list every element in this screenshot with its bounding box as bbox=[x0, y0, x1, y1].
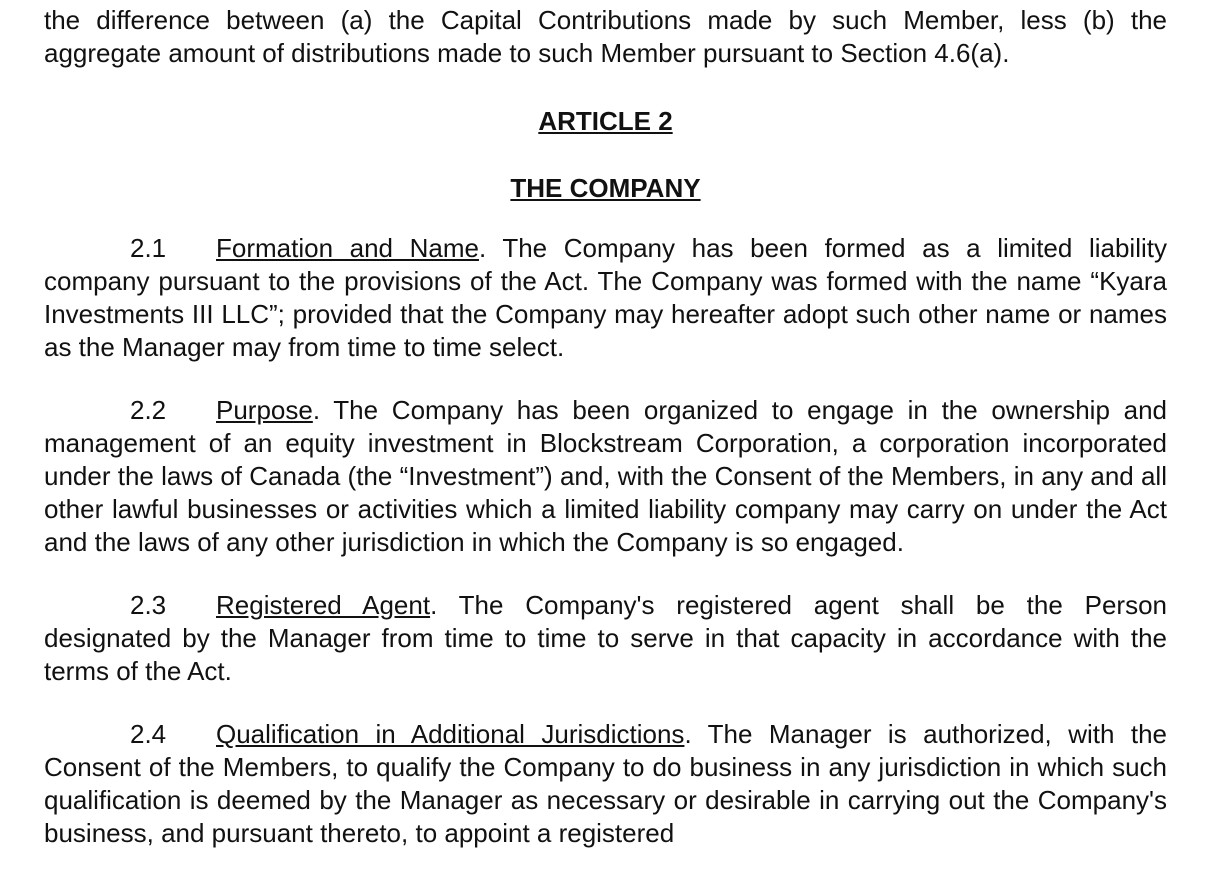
intro-paragraph: the difference between (a) the Capital Contributions made by such Member, less (b) the aggregate amount of distributions made to such Member pursuant to Section 4.6(a). bbox=[44, 5, 1167, 68]
section-number: 2.1 bbox=[130, 233, 167, 263]
section-body: . The Company has been organized to engage in the ownership and management of an equity investment in Blockstream Corporation, a corporation incorporated under the laws of Canada (the “Investment”) and, with the Consent of the Members, in any and all other lawful businesses or activities which a limited liability company may carry on under the Act and the laws of any other jurisdiction in which the Company is so engaged. bbox=[44, 395, 1167, 557]
section-body: . The Manager is authorized, with the Consent of the Members, to qualify the Company to do business in any jurisdiction in which such qualification is deemed by the Manager as necessary or desirable in carrying out the Company's business, and pursuant thereto, to appoint a registered bbox=[44, 719, 1168, 848]
section-body: . The Company's registered agent shall be the Person designated by the Manager from time to time to serve in that capacity in accordance with the terms of the Act. bbox=[44, 590, 1167, 686]
section-body: . The Company has been formed as a limited liability company pursuant to the provisions of the Act. The Company was formed with the name “Kyara Investments III LLC”; provided that the Company may hereafter adopt such other name or names as the Manager may from time to time select. bbox=[44, 233, 1167, 362]
section-title: Qualification in Additional Jurisdictions bbox=[216, 719, 685, 749]
section-title: Registered Agent bbox=[216, 590, 431, 620]
section-2-4 bbox=[44, 718, 1167, 850]
article-title-heading: THE COMPANY bbox=[510, 173, 701, 203]
section-title: Purpose bbox=[216, 395, 313, 425]
section-2-3 bbox=[44, 589, 1167, 688]
article-number-heading: ARTICLE 2 bbox=[538, 106, 673, 136]
document-page bbox=[44, 4, 1167, 880]
section-2-1 bbox=[44, 232, 1167, 364]
section-title: Formation and Name bbox=[216, 233, 479, 263]
section-2-2 bbox=[44, 394, 1167, 559]
section-number: 2.3 bbox=[130, 590, 167, 620]
section-number: 2.4 bbox=[130, 719, 167, 749]
section-number: 2.2 bbox=[130, 395, 167, 425]
